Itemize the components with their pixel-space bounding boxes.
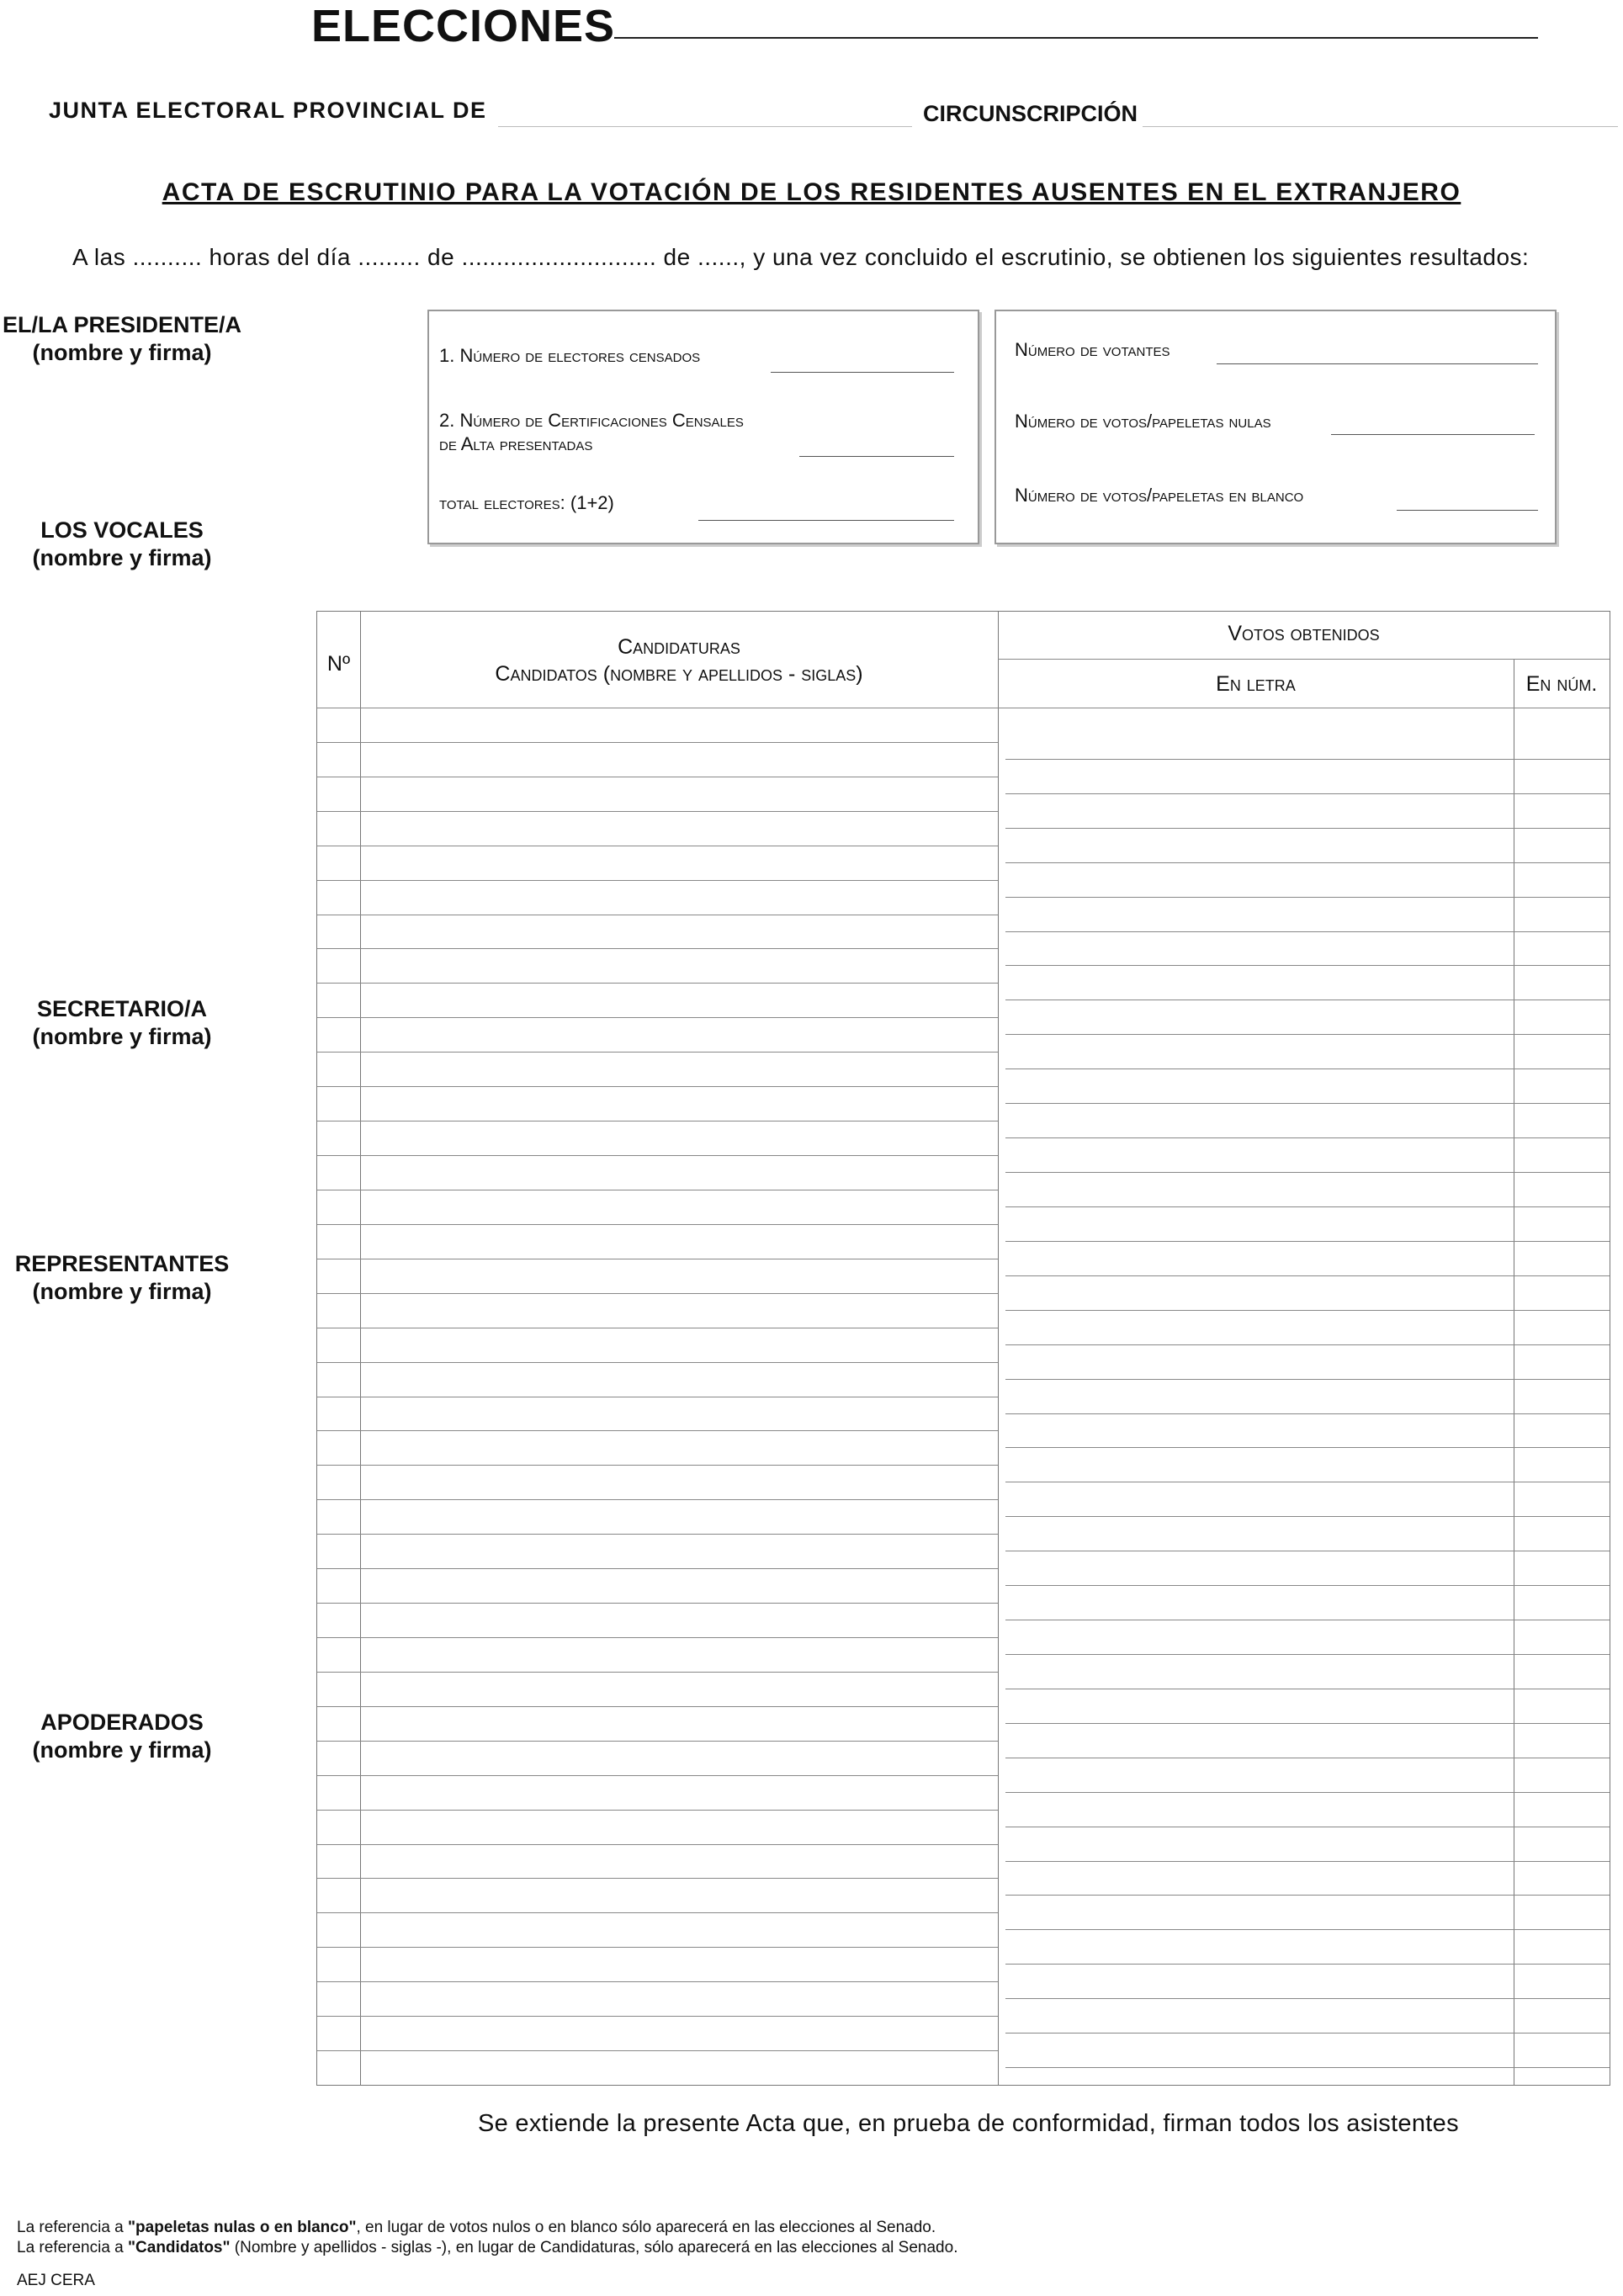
votes-row[interactable] [1005,1723,1610,1724]
table-row[interactable] [317,948,998,949]
votes-row[interactable] [1005,2067,1610,2068]
votes-row[interactable] [1005,1964,1610,1965]
footnote-bold: "Candidatos" [128,2239,231,2256]
col-header-votos: Votos obtenidos [1228,622,1380,645]
votes-row[interactable] [1005,759,1610,760]
signature-vocales [0,517,244,572]
certificaciones-label-2: de Alta presentadas [439,433,593,454]
table-row[interactable] [317,1465,998,1466]
votes-row[interactable] [1005,2033,1610,2034]
votes-count-box [994,310,1557,544]
votes-row[interactable] [1005,1516,1610,1517]
footnote-text: , en lugar de votos nulos o en blanco sólo aparecerá en las elecciones al Senado. [356,2219,936,2236]
votes-row[interactable] [1005,897,1610,898]
votes-row[interactable] [1005,1034,1610,1035]
intro-text: A las .......... horas del día ......... de ............................ de ......, y una vez concluido el escrutinio, se obtienen los siguientes resultados: [72,244,1530,270]
election-title: ELECCIONES [311,1,616,51]
form-code: AEJ CERA [17,2272,95,2289]
circunscripcion-label: CIRCUNSCRIPCIÓN [923,101,1138,126]
total-electores-field[interactable] [698,520,954,521]
votes-row[interactable] [1005,1929,1610,1930]
col-divider [360,612,361,2085]
votes-row[interactable] [1005,1206,1610,1207]
votes-row[interactable] [1005,1379,1610,1380]
electores-censados-label: 1. Número de electores censados [439,345,701,366]
blanco-label: Número de votos/papeletas en blanco [1015,485,1304,506]
votes-row[interactable] [1005,1275,1610,1276]
table-row[interactable] [317,1878,998,1879]
votes-row[interactable] [1005,1998,1610,1999]
table-row[interactable] [317,1810,998,1811]
junta-label: JUNTA ELECTORAL PROVINCIAL DE [49,98,487,123]
signature-apoderados [0,1709,244,1764]
votes-row[interactable] [1005,931,1610,932]
col-header-en-num: En núm. [1525,672,1598,696]
signature-role: APODERADOS [40,1710,204,1735]
table-row[interactable] [317,1637,998,1638]
signature-role: SECRETARIO/A [36,996,207,1021]
col-header-number: Nº [326,652,351,676]
table-row[interactable] [317,1603,998,1604]
votes-row[interactable] [1005,828,1610,829]
table-row[interactable] [317,880,998,881]
nulos-field[interactable] [1331,434,1535,435]
nulos-label: Número de votos/papeletas nulas [1015,411,1271,432]
votes-row[interactable] [1005,1137,1610,1138]
votes-row[interactable] [1005,1241,1610,1242]
table-row[interactable] [317,1293,998,1294]
table-row[interactable] [317,742,998,743]
votes-row[interactable] [1005,1585,1610,1586]
junta-field[interactable] [498,126,912,127]
total-electores-label: total electores: (1+2) [439,492,614,513]
table-row[interactable] [317,1912,998,1913]
votes-row[interactable] [1005,1792,1610,1793]
table-row[interactable] [317,983,998,984]
col-header-en-letra: En letra [1216,672,1296,696]
election-name-field[interactable] [614,37,1538,39]
header-divider [998,659,1610,660]
signature-secretario [0,995,244,1051]
circunscripcion-field[interactable] [1143,126,1618,127]
col-header-candidaturas: Candidaturas [618,635,740,659]
votes-row[interactable] [1005,1895,1610,1896]
votes-row[interactable] [1005,1310,1610,1311]
votes-row[interactable] [1005,862,1610,863]
certificaciones-label-1: 2. Número de Certificaciones Censales [439,410,744,431]
signature-note: (nombre y firma) [32,1024,212,1049]
votantes-field[interactable] [1217,363,1538,364]
table-row[interactable] [317,1775,998,1776]
table-row[interactable] [317,2050,998,2051]
footnote-2 [17,2239,957,2257]
table-row[interactable] [317,1844,998,1845]
votes-row[interactable] [1005,1447,1610,1448]
table-row[interactable] [317,1086,998,1087]
table-row[interactable] [317,2016,998,2017]
votes-row[interactable] [1005,1068,1610,1069]
certificaciones-field[interactable] [799,456,954,457]
votes-row[interactable] [1005,793,1610,794]
signature-role: REPRESENTANTES [14,1251,230,1276]
votantes-label: Número de votantes [1015,339,1170,360]
table-row[interactable] [317,1224,998,1225]
table-row[interactable] [317,1017,998,1018]
signature-role: EL/LA PRESIDENTE/A [2,312,242,337]
col-header-candidatos: Candidatos (nombre y apellidos - siglas) [495,662,863,686]
votes-row[interactable] [1005,1344,1610,1345]
votes-row[interactable] [1005,965,1610,966]
footnote-text: La referencia a [17,2219,129,2236]
results-table [316,611,1610,2086]
table-row[interactable] [317,1706,998,1707]
signature-note: (nombre y firma) [32,1737,212,1763]
table-row[interactable] [317,1499,998,1500]
signature-representantes [0,1250,244,1306]
votes-row[interactable] [1005,1103,1610,1104]
blanco-field[interactable] [1397,510,1538,511]
census-count-box [427,310,979,544]
table-row[interactable] [317,1568,998,1569]
signature-role: LOS VOCALES [40,517,204,543]
table-row[interactable] [317,1155,998,1156]
votes-row[interactable] [1005,1861,1610,1862]
votes-row[interactable] [1005,1413,1610,1414]
table-row[interactable] [317,1534,998,1535]
table-row[interactable] [317,1052,998,1053]
table-row[interactable] [317,1981,998,1982]
col-divider [998,612,999,2085]
document-title: ACTA DE ESCRUTINIO PARA LA VOTACIÓN DE LOS RESIDENTES AUSENTES EN EL EXTRANJERO [162,178,1461,206]
signature-presidente [0,311,244,367]
footnote-1 [17,2219,936,2237]
signature-note: (nombre y firma) [32,340,212,365]
table-row[interactable] [317,1430,998,1431]
table-row[interactable] [317,1741,998,1742]
table-row[interactable] [317,811,998,812]
electores-censados-field[interactable] [771,372,954,373]
signature-note: (nombre y firma) [32,545,212,570]
footnote-text: (Nombre y apellidos - siglas -), en lugar de Candidaturas, sólo aparecerá en las elecciones al Senado. [230,2239,958,2256]
footnote-bold: "papeletas nulas o en blanco" [128,2219,357,2236]
footnote-text: La referencia a [17,2239,129,2256]
closing-statement: Se extiende la presente Acta que, en prueba de conformidad, firman todos los asistentes [478,2110,1459,2137]
votes-row[interactable] [1005,1654,1610,1655]
signature-note: (nombre y firma) [32,1279,212,1304]
votes-row[interactable] [1005,1172,1610,1173]
table-row[interactable] [317,1672,998,1673]
table-row[interactable] [317,1362,998,1363]
table-row[interactable] [317,1947,998,1948]
